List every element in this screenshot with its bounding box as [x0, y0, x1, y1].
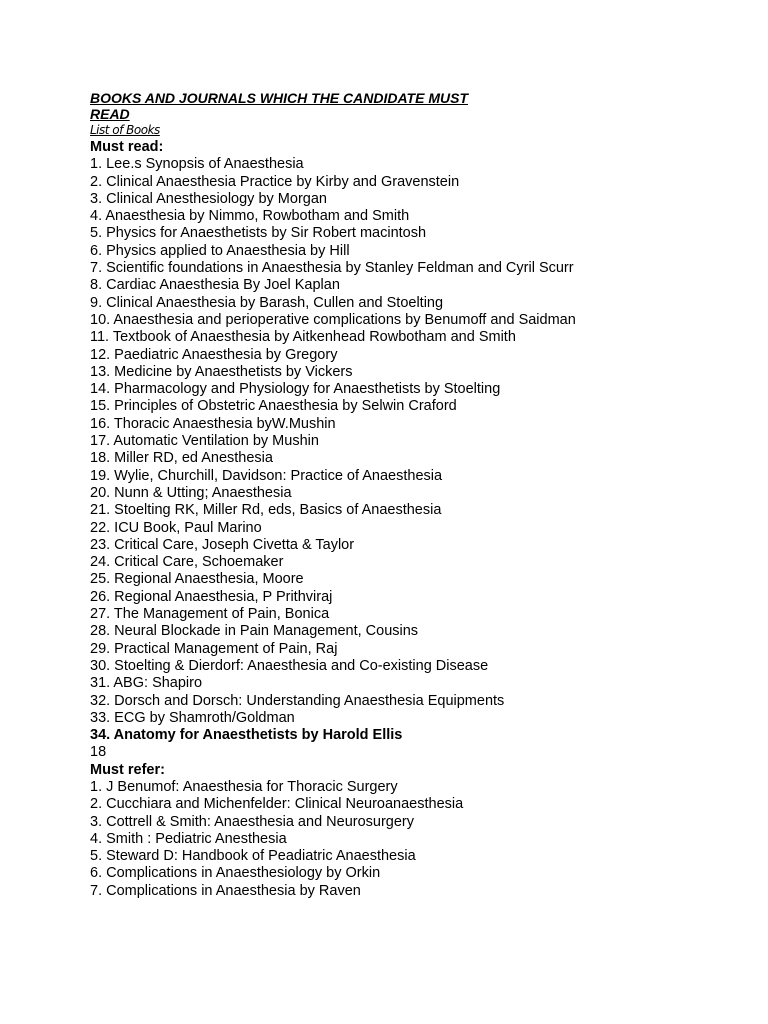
list-item: 1. Lee.s Synopsis of Anaesthesia	[90, 156, 304, 173]
list-item: 2. Clinical Anaesthesia Practice by Kirby and Gravenstein	[90, 173, 460, 190]
list-item: 8. Cardiac Anaesthesia By Joel Kaplan	[90, 277, 340, 294]
list-item: 25. Regional Anaesthesia, Moore	[90, 571, 304, 588]
list-item: 17. Automatic Ventilation by Mushin	[90, 433, 319, 450]
list-item: 28. Neural Blockade in Pain Management, Cousins	[90, 623, 419, 640]
list-item: 14. Pharmacology and Physiology for Anaesthetists by Stoelting	[90, 381, 501, 398]
must-read-last-list	[90, 727, 730, 744]
list-item: 20. Nunn & Utting; Anaesthesia	[90, 484, 292, 501]
list-item: 7. Complications in Anaesthesia by Raven	[90, 882, 361, 899]
must-refer-label: Must refer:	[90, 761, 165, 778]
list-item: 6. Complications in Anaesthesiology by Orkin	[90, 865, 381, 882]
list-item: 12. Paediatric Anaesthesia by Gregory	[90, 346, 338, 363]
list-item: 4. Anaesthesia by Nimmo, Rowbotham and Smith	[90, 208, 410, 225]
list-item: 23. Critical Care, Joseph Civetta & Taylor	[90, 536, 355, 553]
list-item: 24. Critical Care, Schoemaker	[90, 554, 284, 571]
list-item: 32. Dorsch and Dorsch: Understanding Anaesthesia Equipments	[90, 692, 505, 709]
list-item: 3. Cottrell & Smith: Anaesthesia and Neurosurgery	[90, 813, 414, 830]
must-read-list	[90, 156, 730, 727]
must-read-label: Must read:	[90, 139, 164, 155]
list-item: 15. Principles of Obstetric Anaesthesia by Selwin Craford	[90, 398, 457, 415]
list-item: 31. ABG: Shapiro	[90, 675, 203, 692]
list-item: 2. Cucchiara and Michenfelder: Clinical Neuroanaesthesia	[90, 796, 464, 813]
list-item: 22. ICU Book, Paul Marino	[90, 519, 262, 536]
list-item: 26. Regional Anaesthesia, P Prithviraj	[90, 588, 333, 605]
document-heading: BOOKS AND JOURNALS WHICH THE CANDIDATE MUST READ	[90, 90, 468, 122]
list-item: 3. Clinical Anesthesiology by Morgan	[90, 190, 327, 207]
list-item: 11. Textbook of Anaesthesia by Aitkenhead Rowbotham and Smith	[90, 329, 516, 346]
list-of-books-subheading: List of Books	[90, 123, 160, 137]
list-item: 7. Scientific foundations in Anaesthesia by Stanley Feldman and Cyril Scurr	[90, 260, 574, 277]
list-item: 34. Anatomy for Anaesthetists by Harold Ellis	[90, 727, 403, 744]
list-item: 1. J Benumof: Anaesthesia for Thoracic Surgery	[90, 778, 398, 795]
list-item: 5. Steward D: Handbook of Peadiatric Anaesthesia	[90, 848, 416, 865]
list-item: 33. ECG by Shamroth/Goldman	[90, 709, 295, 726]
list-item: 29. Practical Management of Pain, Raj	[90, 640, 338, 657]
list-item: 27. The Management of Pain, Bonica	[90, 606, 330, 623]
list-item: 4. Smith : Pediatric Anesthesia	[90, 830, 287, 847]
document-content	[90, 90, 730, 900]
page-number: 18	[90, 744, 107, 761]
list-item: 18. Miller RD, ed Anesthesia	[90, 450, 273, 467]
list-item: 30. Stoelting & Dierdorf: Anaesthesia and Co-existing Disease	[90, 657, 489, 674]
must-refer-list	[90, 779, 730, 900]
list-item: 9. Clinical Anaesthesia by Barash, Cullen and Stoelting	[90, 294, 444, 311]
list-item: 13. Medicine by Anaesthetists by Vickers	[90, 363, 353, 380]
list-item: 16. Thoracic Anaesthesia byW.Mushin	[90, 415, 336, 432]
list-item: 10. Anaesthesia and perioperative complications by Benumoff and Saidman	[90, 311, 576, 328]
list-item: 19. Wylie, Churchill, Davidson: Practice of Anaesthesia	[90, 467, 443, 484]
list-item: 21. Stoelting RK, Miller Rd, eds, Basics of Anaesthesia	[90, 502, 442, 519]
list-item: 6. Physics applied to Anaesthesia by Hill	[90, 242, 350, 259]
list-item: 5. Physics for Anaesthetists by Sir Robert macintosh	[90, 225, 427, 242]
